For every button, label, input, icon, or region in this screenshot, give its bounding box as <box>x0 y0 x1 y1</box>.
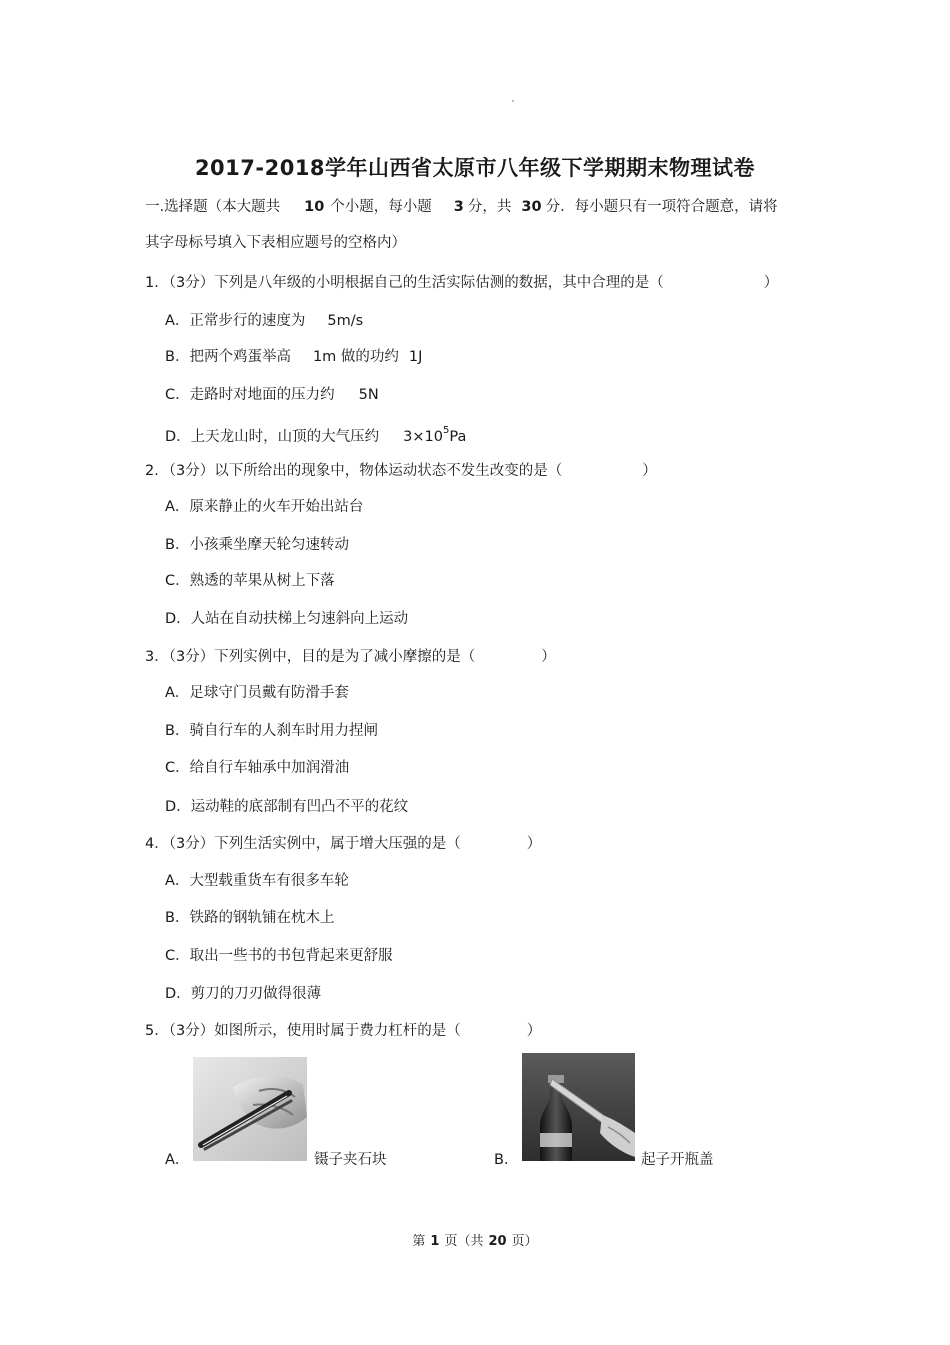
option-text: 取出一些书的书包背起来更舒服 <box>189 948 393 964</box>
question-3-option-d <box>165 797 408 817</box>
bottle-opener-illustration <box>522 1053 635 1161</box>
question-1-stem <box>145 273 778 293</box>
question-2-option-d <box>165 609 408 629</box>
option-value: 5m/s <box>327 313 364 329</box>
footer-text-b: 页（共 <box>444 1234 484 1249</box>
section-text-b: 个小题，每小题 <box>330 199 432 215</box>
option-label: A． <box>165 313 190 329</box>
section-text-d: 分．每小题只有一项符合题意，请将 <box>545 199 778 215</box>
option-label: A． <box>165 685 190 701</box>
option-label: B． <box>165 537 190 553</box>
option-value: 1m 做的功约 <box>312 349 399 365</box>
question-3-option-c <box>165 758 349 778</box>
section-header-line2: 其字母标号填入下表相应题号的空格内） <box>145 235 406 251</box>
tweezers-illustration <box>193 1057 307 1161</box>
tweezers-photo <box>193 1057 307 1161</box>
option-unit: Pa <box>449 428 467 445</box>
question-2-stem <box>145 461 657 481</box>
footer-text-a: 第 <box>412 1234 426 1249</box>
question-1-option-a <box>165 311 363 331</box>
option-label: B． <box>165 723 190 739</box>
option-value: 5N <box>358 387 379 403</box>
question-2-option-b <box>165 535 349 555</box>
question-1-option-d <box>165 423 466 447</box>
question-3-option-b <box>165 721 378 741</box>
footer-page-number: 1 <box>430 1234 440 1249</box>
section-points-each: 3 <box>453 199 464 215</box>
option-label: D． <box>165 799 191 815</box>
exam-title: 2017-2018学年山西省太原市八年级下学期期末物理试卷 <box>194 156 756 180</box>
question-stem-text: 2．（3分）以下所给出的现象中，物体运动状态不发生改变的是（ <box>145 463 563 479</box>
question-4-option-c <box>165 946 393 966</box>
question-5-option-a-text: 镊子夹石块 <box>314 1152 387 1168</box>
option-text: 大型载重货车有很多车轮 <box>189 873 349 889</box>
option-text: 原来静止的火车开始出站台 <box>189 499 364 515</box>
option-label: A． <box>165 873 190 889</box>
option-label: C． <box>165 387 190 403</box>
option-text: 给自行车轴承中加润滑油 <box>189 760 350 776</box>
option-text: 运动鞋的底部制有凹凸不平的花纹 <box>190 799 409 815</box>
question-stem-text: 3．（3分）下列实例中，目的是为了减小摩擦的是（ <box>145 649 476 665</box>
question-5-option-b-label: B． <box>494 1152 519 1168</box>
section-text-c: 分，共 <box>467 199 512 215</box>
option-text: 足球守门员戴有防滑手套 <box>189 685 349 701</box>
option-text: 骑自行车的人刹车时用力捏闸 <box>189 723 378 739</box>
option-text: 走路时对地面的压力约 <box>189 387 335 403</box>
question-4-option-b <box>165 908 334 928</box>
option-value-2: 1J <box>408 349 423 365</box>
option-label: C． <box>165 948 190 964</box>
option-label: D． <box>165 428 191 445</box>
answer-bracket-close: ） <box>526 1023 542 1039</box>
question-3-stem <box>145 647 556 667</box>
section-points-total: 30 <box>521 199 542 215</box>
option-text: 剪刀的刀刃做得很薄 <box>190 986 322 1002</box>
option-value: 3×10 <box>403 428 443 445</box>
option-text: 正常步行的速度为 <box>189 313 306 329</box>
option-label: B． <box>165 349 190 365</box>
section-text-a: 一.选择题（本大题共 <box>145 199 281 215</box>
section-num-questions: 10 <box>304 199 325 215</box>
section-header-line1 <box>145 197 778 217</box>
option-label: D． <box>165 986 191 1002</box>
question-5-option-b-text: 起子开瓶盖 <box>641 1152 714 1168</box>
answer-bracket-close: ） <box>541 649 556 665</box>
footer-text-c: 页） <box>511 1234 538 1249</box>
question-stem-text: 1．（3分）下列是八年级的小明根据自己的生活实际估测的数据，其中合理的是（ <box>145 275 664 291</box>
question-stem-text: 5．（3分）如图所示，使用时属于费力杠杆的是（ <box>145 1023 461 1039</box>
option-text: 铁路的钢轨铺在枕木上 <box>189 910 335 926</box>
question-3-option-a <box>165 683 349 703</box>
option-label: A． <box>165 499 190 515</box>
option-text: 小孩乘坐摩天轮匀速转动 <box>189 537 349 553</box>
option-text: 把两个鸡蛋举高 <box>189 349 291 365</box>
answer-bracket-close: ） <box>763 275 779 291</box>
option-label: B． <box>165 910 190 926</box>
option-text: 上天龙山时，山顶的大气压约 <box>190 428 380 445</box>
option-exponent: 5 <box>443 425 450 436</box>
option-text: 熟透的苹果从树上下落 <box>189 573 335 589</box>
question-5-option-a-label: A． <box>165 1152 190 1168</box>
question-1-option-b <box>165 347 422 367</box>
question-5-stem <box>145 1021 541 1041</box>
bottle-opener-photo <box>522 1053 635 1161</box>
scan-dot <box>512 100 514 102</box>
question-1-option-c <box>165 385 379 405</box>
option-label: C． <box>165 760 190 776</box>
answer-bracket-close: ） <box>642 463 657 479</box>
page-footer <box>0 1230 950 1249</box>
question-4-stem <box>145 834 541 854</box>
option-label: D． <box>165 611 191 627</box>
option-text: 人站在自动扶梯上匀速斜向上运动 <box>190 611 409 627</box>
footer-total-pages: 20 <box>488 1234 507 1249</box>
question-stem-text: 4．（3分）下列生活实例中，属于增大压强的是（ <box>145 836 461 852</box>
question-2-option-c <box>165 571 335 591</box>
question-4-option-d <box>165 984 321 1004</box>
question-2-option-a <box>165 497 363 517</box>
option-label: C． <box>165 573 190 589</box>
answer-bracket-close: ） <box>526 836 542 852</box>
question-4-option-a <box>165 871 349 891</box>
